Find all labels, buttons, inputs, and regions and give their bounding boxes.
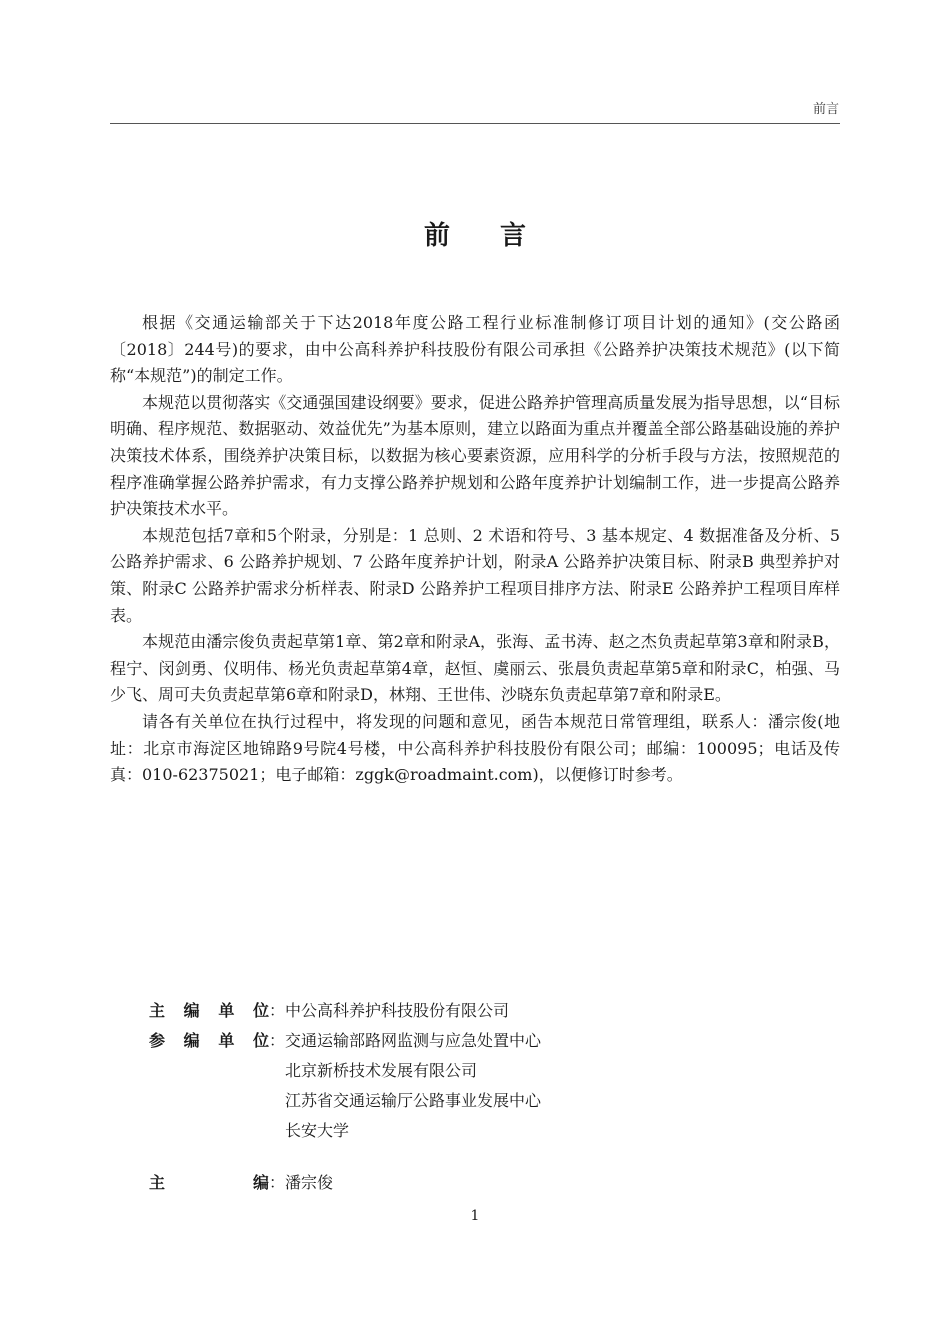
paragraph-1: 根据《交通运输部关于下达2018年度公路工程行业标准制修订项目计划的通知》(交公路函〔2018〕244号)的要求，由中公高科养护科技股份有限公司承担《公路养护决策技术规范》(以下简称“本规范”)的制定工作。 xyxy=(110,313,840,386)
chief-editor-row xyxy=(149,1168,839,1198)
paragraph-5: 请各有关单位在执行过程中，将发现的问题和意见，函告本规范日常管理组，联系人：潘宗俊(地址：北京市海淀区地锦路9号院4号楼，中公高科养护科技股份有限公司；邮编：100095；电话及传真：010-62375021；电子邮箱：zggk@roadmaint.com)，以便修订时参考。 xyxy=(110,711,840,785)
chief-unit-row xyxy=(149,996,839,1026)
preface-body xyxy=(110,310,840,789)
participating-unit: 交通运输部路网监测与应急处置中心 xyxy=(285,1031,542,1050)
credits-block xyxy=(149,996,839,1198)
paragraph-3: 本规范包括7章和5个附录，分别是：1 总则、2 术语和符号、3 基本规定、4 数据准备及分析、5 公路养护需求、6 公路养护规划、7 公路年度养护计划，附录A 公路养护决策目标、附录B 典型养护对策、附录C 公路养护需求分析样表、附录D 公路养护工程项目排序方法、附录E 公路养护工程项目库样表。 xyxy=(110,525,840,625)
participating-unit: 长安大学 xyxy=(285,1121,350,1140)
page-number: 1 xyxy=(470,1208,480,1224)
chief-unit: 中公高科养护科技股份有限公司 xyxy=(285,1001,510,1020)
participating-units-row xyxy=(149,1026,839,1146)
chief-editor: 潘宗俊 xyxy=(285,1173,334,1192)
chief-unit-label: 主编单位 xyxy=(149,1001,269,1020)
participating-units-label: 参编单位 xyxy=(149,1031,269,1050)
paragraph-4: 本规范由潘宗俊负责起草第1章、第2章和附录A，张海、孟书涛、赵之杰负责起草第3章和附录B，程宁、闵剑勇、仪明伟、杨光负责起草第4章，赵恒、虞丽云、张晨负责起草第5章和附录C，柏强、马少飞、周可夫负责起草第6章和附录D，林翔、王世伟、沙晓东负责起草第7章和附录E。 xyxy=(110,632,840,705)
chief-editor-label: 主编 xyxy=(149,1173,269,1192)
colon: ： xyxy=(269,1173,286,1192)
participating-unit: 北京新桥技术发展有限公司 xyxy=(285,1061,478,1080)
participating-units-list xyxy=(285,1026,541,1146)
header-rule xyxy=(110,123,840,124)
paragraph-2: 本规范以贯彻落实《交通强国建设纲要》要求，促进公路养护管理高质量发展为指导思想，以“目标明确、程序规范、数据驱动、效益优先”为基本原则，建立以路面为重点并覆盖全部公路基础设施的养护决策技术体系，围绕养护决策目标，以数据为核心要素资源，应用科学的分析手段与方法，按照规范的程序准确掌握公路养护需求，有力支撑公路养护规划和公路年度养护计划编制工作，进一步提高公路养护决策技术水平。 xyxy=(110,392,840,519)
colon: ： xyxy=(269,1031,286,1050)
participating-unit: 江苏省交通运输厅公路事业发展中心 xyxy=(285,1091,542,1110)
colon: ： xyxy=(269,1001,286,1020)
running-head: 前言 xyxy=(812,102,839,117)
page-title: 前言 xyxy=(423,221,576,251)
